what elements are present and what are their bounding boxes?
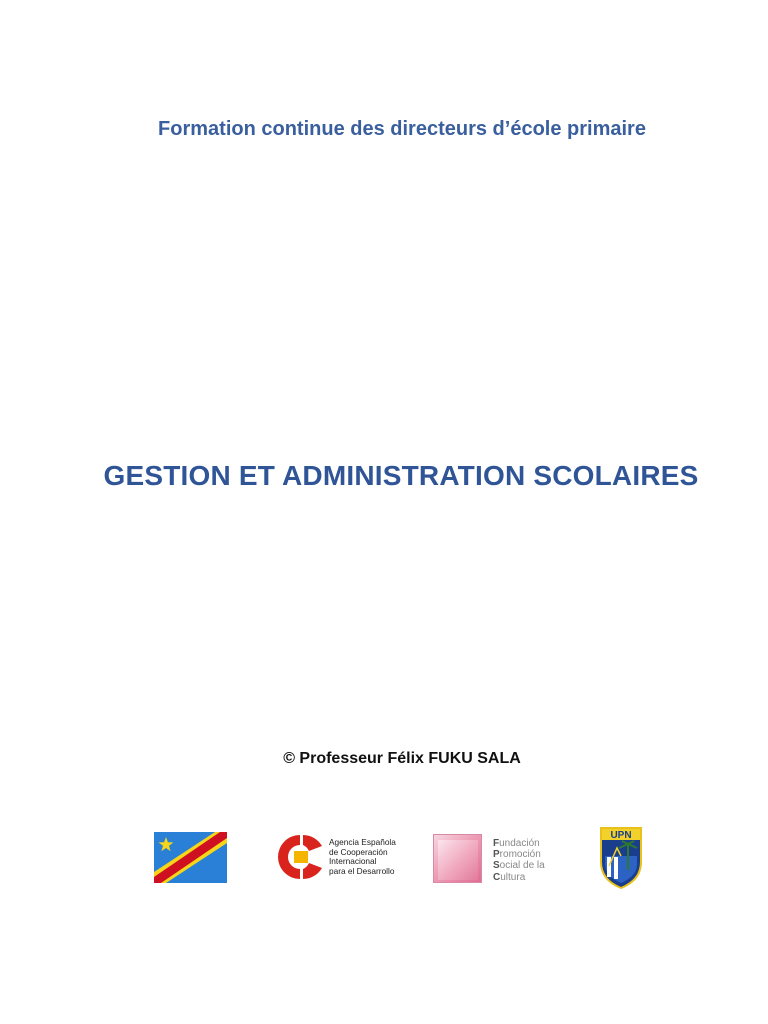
fundacion-line: Cultura [493,871,526,883]
aecid-line: de Cooperación [329,846,388,857]
fundacion-line: Promoción [493,849,541,861]
aecid-line: Internacional [329,856,377,867]
fundacion-logo-icon [433,834,482,883]
aecid-logo [276,832,396,882]
upn-text: UPN [610,830,632,841]
partner-logos [0,820,768,900]
aecid-line: Agencia Española [329,837,396,847]
fundacion-text [493,838,545,883]
fundacion-line: Social de la [493,860,545,872]
aecid-line: para el Desarrollo [329,865,395,876]
upn-seal-icon [597,826,645,890]
fundacion-line: Fundación [493,838,540,849]
document-subtitle: Formation continue des directeurs d’école primaire [158,118,646,140]
document-title: GESTION ET ADMINISTRATION SCOLAIRES [103,460,699,491]
aecid-logo-icon [276,832,328,882]
aecid-text [329,838,396,876]
drc-flag-icon [154,832,227,883]
document-author: © Professeur Félix FUKU SALA [283,750,521,767]
fundacion-logo [432,832,552,886]
